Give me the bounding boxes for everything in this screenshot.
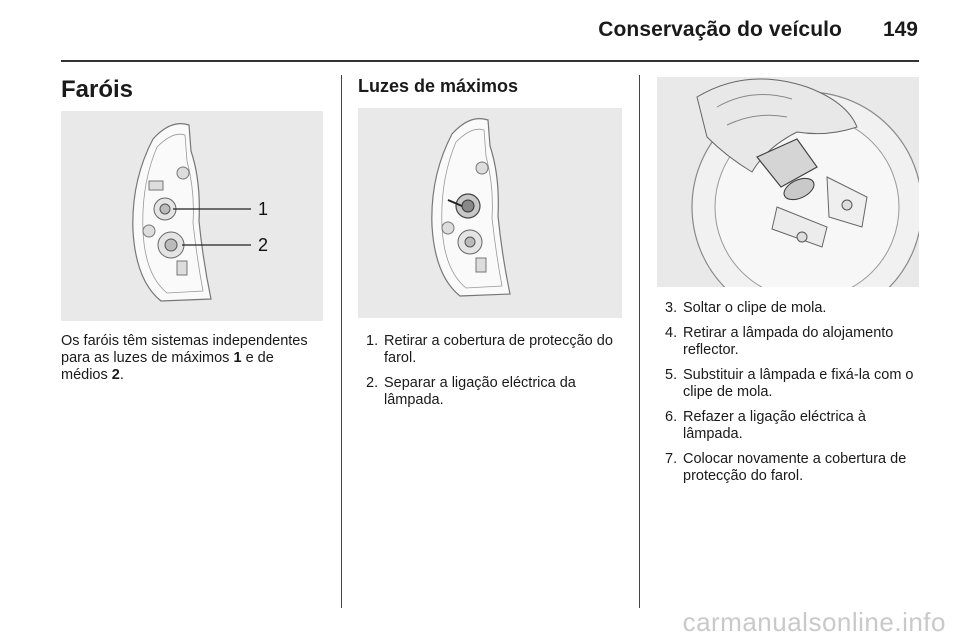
steps-list-2 [665, 300, 927, 493]
list-item: 7. Colocar novamente a cobertura de protecção do farol. [665, 451, 907, 484]
list-item: 4. Retirar a lâmpada do alojamento reflector. [665, 325, 894, 358]
callout-2: 2 [258, 235, 269, 255]
column-divider-2 [639, 75, 640, 608]
chapter-title: Conservação do veículo [598, 18, 842, 41]
section-title-luzes-de-maximos: Luzes de máximos [358, 76, 519, 96]
headlight-cap-drawing [358, 108, 622, 318]
ref-low-beam: 2 [111, 367, 120, 383]
bulb-removal-illustration [657, 77, 919, 287]
bulb-removal-drawing [657, 77, 919, 287]
ref-high-beam: 1 [233, 350, 242, 366]
headlight-cap-removal-illustration [358, 108, 622, 318]
intro-paragraph: Os faróis têm sistemas independentes para as luzes de máximos 1 e de médios 2. [61, 333, 308, 383]
page-number: 149 [882, 18, 918, 41]
section-title-farois: Faróis [61, 76, 134, 103]
headlight-rear-drawing [61, 111, 323, 321]
header-divider [61, 60, 919, 62]
list-item: 1. Retirar a cobertura de protecção do farol. [366, 333, 613, 366]
steps-list-1 [366, 333, 628, 417]
list-item: 3. Soltar o clipe de mola. [665, 300, 827, 316]
callout-1: 1 [258, 199, 269, 219]
list-item: 5. Substituir a lâmpada e fixá-la com o clipe de mola. [665, 367, 914, 400]
column-divider-1 [341, 75, 342, 608]
watermark: carmanualsonline.info [682, 607, 946, 637]
headlight-rear-illustration [61, 111, 323, 321]
list-item: 6. Refazer a ligação eléctrica à lâmpada. [665, 409, 866, 442]
list-item: 2. Separar a ligação eléctrica da lâmpada. [366, 375, 576, 408]
